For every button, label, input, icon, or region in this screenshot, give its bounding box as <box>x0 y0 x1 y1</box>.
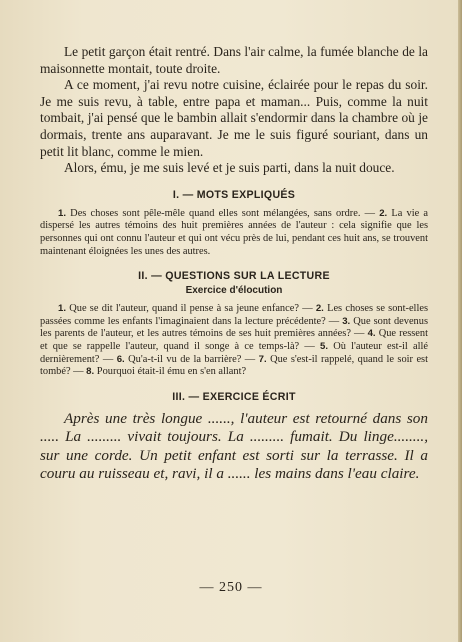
narrative-paragraph: Le petit garçon était rentré. Dans l'air calme, la fumée blanche de la maisonnette montait, toute droite. <box>40 44 428 76</box>
question-text: Qu'a-t-il vu de la barrière? — <box>124 353 259 365</box>
mots-expliques-paragraph <box>40 208 428 258</box>
question-number: 4. <box>367 328 376 340</box>
question-text: Pourquoi était-il ému en s'en allant? <box>94 366 247 378</box>
question-text: Que se dit l'auteur, quand il pense à sa jeune enfance? — <box>66 303 316 315</box>
question-text: Les choses se sont-elles passées comme les enfants l'imaginaient dans la lecture précédente? — <box>40 303 428 327</box>
question-text: Que s'est-il rappelé, quand le soir est tombé? — <box>40 353 428 378</box>
item-text: Des choses sont pêle-mêle quand elles sont mélangées, sans ordre. — <box>66 207 380 219</box>
section-heading-mots-expliques: I. — MOTS EXPLIQUÉS <box>172 188 296 201</box>
mots-expliques-text <box>40 208 428 258</box>
questions-text <box>40 303 428 379</box>
page-edge-shadow <box>458 0 462 642</box>
page-number: — 250 — <box>199 580 263 595</box>
question-number: 5. <box>319 340 328 352</box>
question-number: 2. <box>315 303 324 315</box>
question-number: 7. <box>258 353 267 365</box>
question-number: 6. <box>116 353 125 365</box>
narrative-paragraph: A ce moment, j'ai revu notre cuisine, éclairée pour le repas du soir. Je me suis revu, à table, entre papa et maman... Puis, comme la nuit tombait, j'ai pensé que le bambin allait s'endormir dans la chambre où je dormais, trente ans auparavant. Je me le suis figuré souriant, dans un petit lit blanc, comme le mien. <box>40 77 428 159</box>
narrative-text <box>40 44 428 177</box>
exercice-paragraph: Après une très longue ......, l'auteur est retourné dans son ..... La ......... vivait toujours. La ......... fumait. Du linge........, sur une corde. Un petit enfant est sorti sur la terrasse. Il a couru au ruisseau et, ravi, il a ...... les mains dans l'eau claire. <box>40 409 428 483</box>
questions-paragraph <box>40 303 428 379</box>
question-text: Que sont devenus les parents de l'auteur, et les autres témoins de ses huit premières années? — <box>40 315 428 340</box>
section-heading-questions: II. — QUESTIONS SUR LA LECTURE <box>138 270 330 283</box>
section-heading-exercice-ecrit: III. — EXERCICE ÉCRIT <box>172 390 296 403</box>
question-number: 8. <box>86 366 95 378</box>
section-subheading-elocution: Exercice d'élocution <box>185 285 283 297</box>
question-number: 3. <box>342 315 351 327</box>
item-text: La vie a dispersé les autres témoins des huit premières années de l'auteur : cela signifie que les personnes qui ont connu l'auteur et qui ont vécu près de lui, pendant ces huit ans, se trouvent maintenant éloignées les unes des autres. <box>40 207 428 257</box>
page-content <box>40 44 428 484</box>
exercice-ecrit-text <box>40 410 428 484</box>
question-text: Que ressent et que se rappelle l'auteur, quand il songe à ce temps-là? — <box>40 328 428 352</box>
question-text: Où l'auteur est-il allé dernièrement? — <box>40 340 429 365</box>
narrative-paragraph: Alors, ému, je me suis levé et je suis parti, dans la nuit douce. <box>64 160 395 176</box>
item-number: 1. <box>58 207 67 219</box>
item-number: 2. <box>379 207 388 219</box>
question-number: 1. <box>58 303 67 315</box>
